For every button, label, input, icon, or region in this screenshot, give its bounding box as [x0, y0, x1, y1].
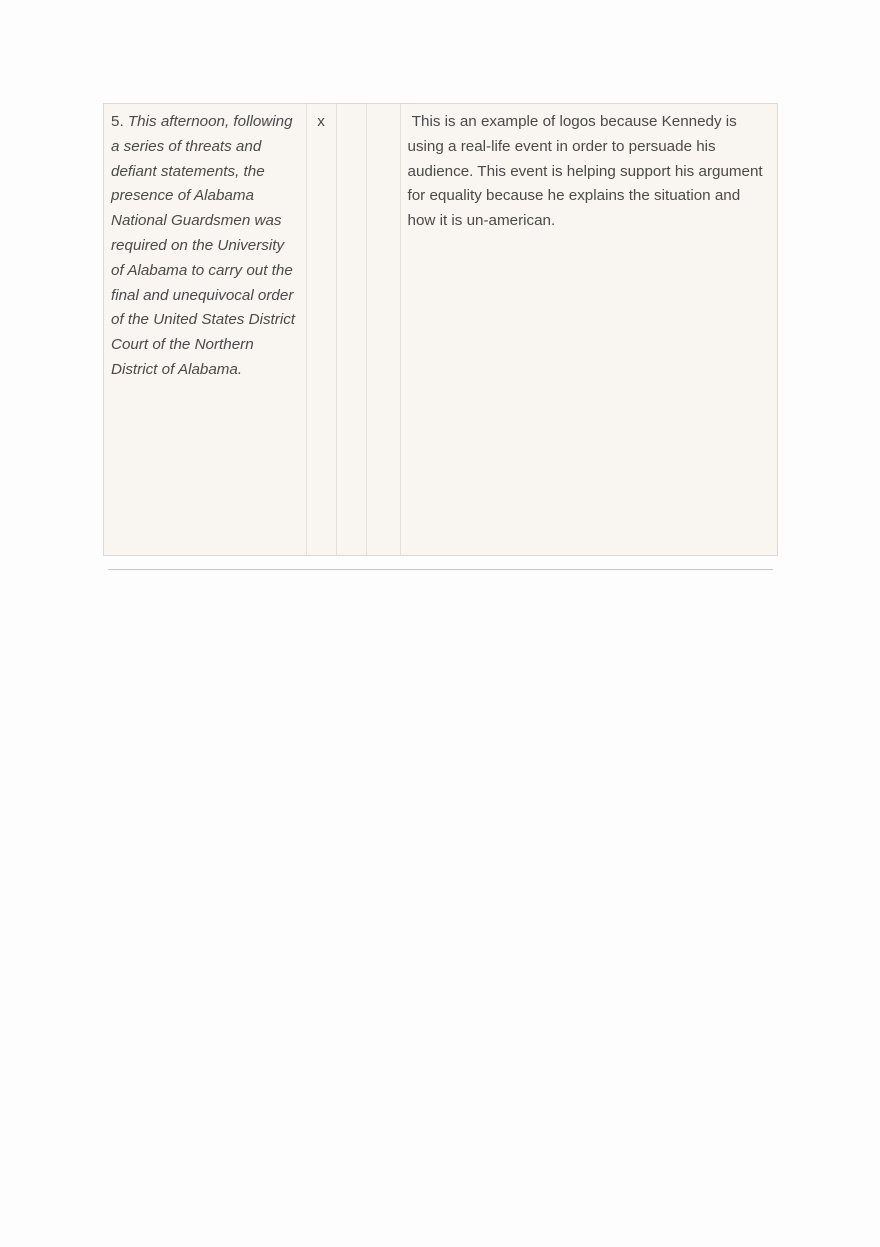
rhetoric-analysis-table: [103, 103, 778, 556]
empty-cell-3: [336, 104, 366, 555]
quote-cell: [104, 104, 306, 555]
empty-cell-4: [366, 104, 400, 555]
table-row: [104, 104, 777, 555]
analysis-cell: [400, 104, 777, 555]
check-mark-cell: [306, 104, 336, 555]
quote-number: 5.: [111, 113, 124, 130]
check-mark: x: [317, 113, 325, 130]
horizontal-divider: [108, 569, 773, 570]
quote-text: This afternoon, following a series of threats and defiant statements, the presence of Alabama National Guardsmen was required on the University of Alabama to carry out the final and unequivocal order of the United States District Court of the Northern District of Alabama.: [111, 113, 296, 378]
analysis-table: [104, 104, 777, 555]
analysis-text: This is an example of logos because Kennedy is using a real-life event in order to persuade his audience. This event is helping support his argument for equality because he explains the situation and how it is un-american.: [407, 113, 767, 230]
